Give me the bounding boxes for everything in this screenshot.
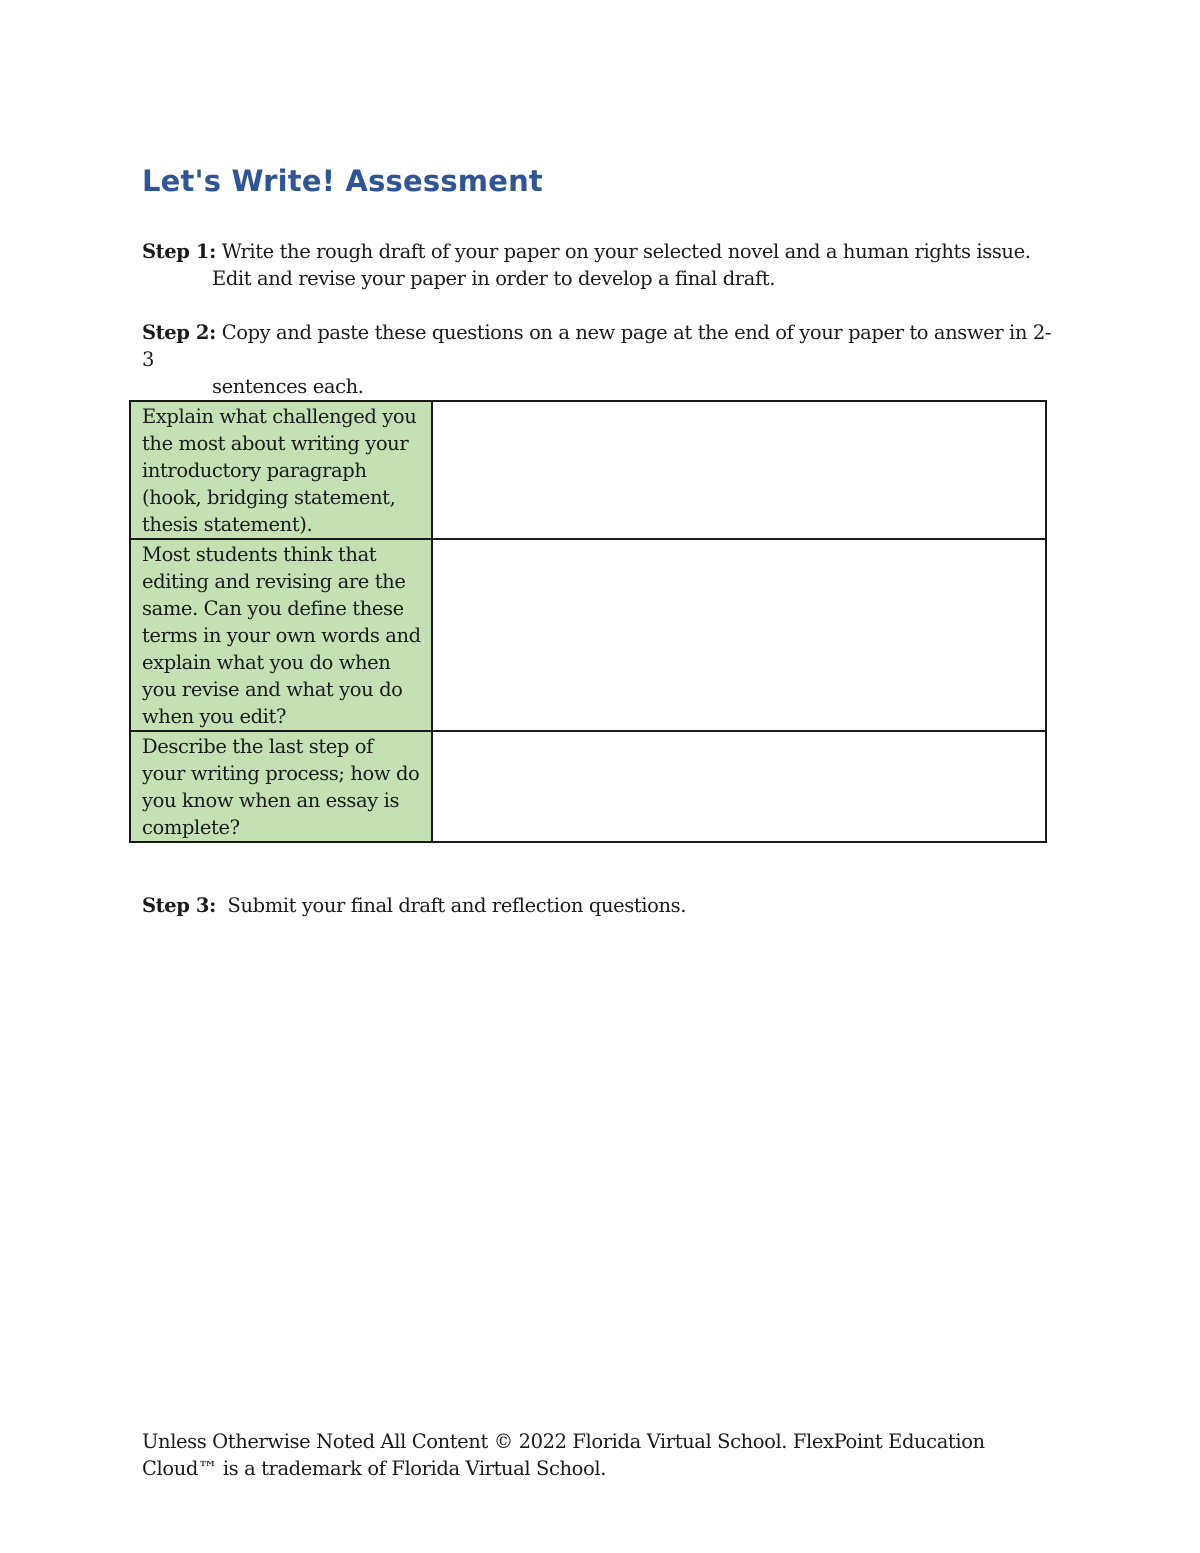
step-1-label: Step 1: — [142, 240, 216, 263]
step-1-text-line2: Edit and revise your paper in order to develop a final draft. — [212, 267, 775, 290]
table-row — [130, 401, 1046, 539]
answer-cell[interactable] — [432, 401, 1046, 539]
step-3-text: Submit your final draft and reflection questions. — [227, 894, 687, 917]
step-2-text-line1: Copy and paste these questions on a new page at the end of your paper to answer in 2-3 — [142, 321, 1052, 371]
answer-cell[interactable] — [432, 731, 1046, 842]
step-2-label: Step 2: — [142, 321, 216, 344]
step-1 — [142, 238, 1062, 292]
question-cell: Most students think that editing and revising are the same. Can you define these terms in your own words and explain what you do when you revise and what you do when you edit? — [130, 539, 432, 731]
step-1-text-line1: Write the rough draft of your paper on your selected novel and a human rights issue. — [221, 240, 1031, 263]
reflection-questions-table — [129, 400, 1047, 843]
step-3-label: Step 3: — [142, 894, 216, 917]
step-2 — [142, 319, 1062, 400]
page-title: Let's Write! Assessment — [142, 164, 543, 198]
step-3 — [142, 892, 1062, 919]
answer-cell[interactable] — [432, 539, 1046, 731]
table-row — [130, 539, 1046, 731]
copyright-footer: Unless Otherwise Noted All Content © 2022 Florida Virtual School. FlexPoint Education Cloud™ is a trademark of Florida Virtual School. — [142, 1430, 985, 1480]
question-cell: Explain what challenged you the most about writing your introductory paragraph (hook, bridging statement, thesis statement). — [130, 401, 432, 539]
step-2-text-line2: sentences each. — [212, 375, 364, 398]
question-cell: Describe the last step of your writing process; how do you know when an essay is complete? — [130, 731, 432, 842]
table-row — [130, 731, 1046, 842]
